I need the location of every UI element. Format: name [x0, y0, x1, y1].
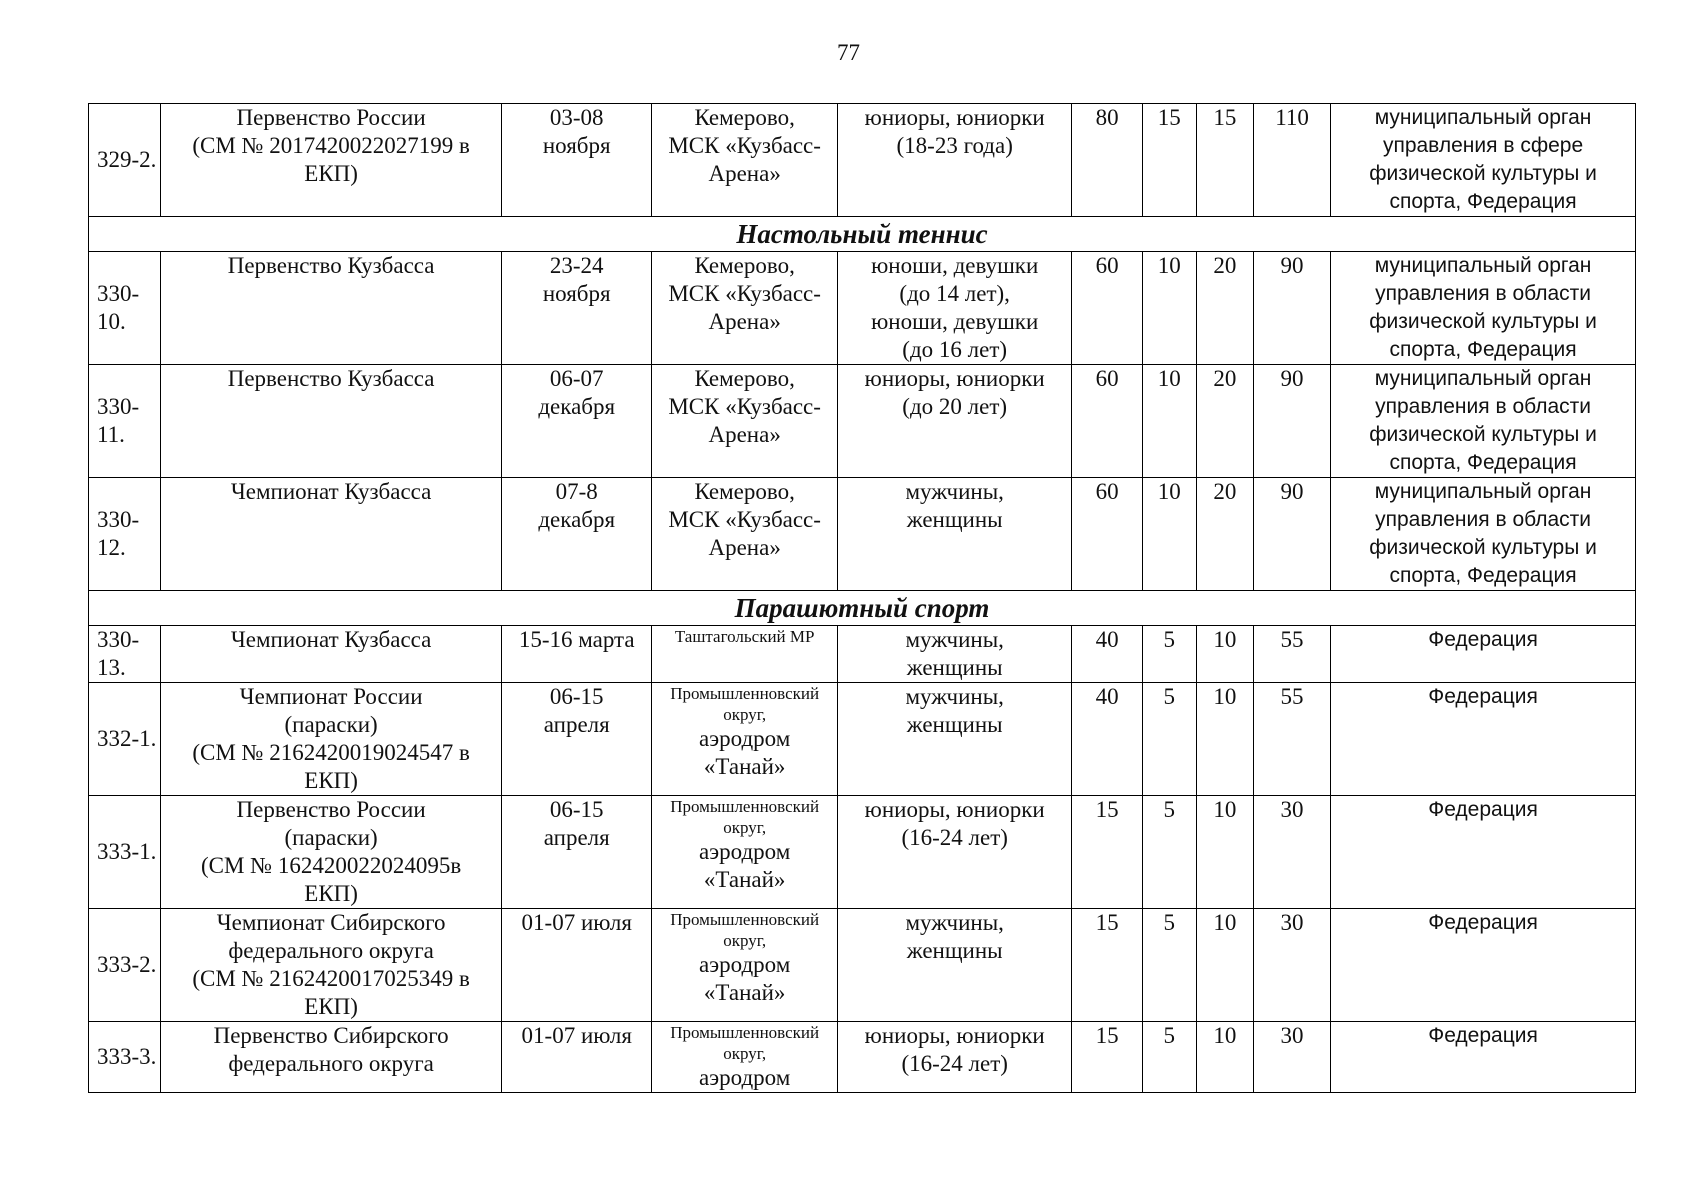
organizer	[1331, 478, 1636, 591]
section-title: Настольный теннис	[89, 217, 1636, 252]
count-c1: 40	[1072, 626, 1142, 683]
cell-line: «Танай»	[703, 980, 786, 1005]
cell-line: (до 14 лет),	[899, 281, 1010, 306]
count-c2: 5	[1142, 683, 1196, 796]
count-c3: 10	[1196, 909, 1253, 1022]
count-c4: 90	[1253, 478, 1330, 591]
cell-line: Первенство России	[236, 105, 426, 130]
cell-line: физической культуры и	[1369, 423, 1597, 446]
event-venue	[652, 365, 837, 478]
cell-line: мужчины,	[905, 479, 1004, 504]
count-c3: 10	[1196, 796, 1253, 909]
row-number: 333-2.	[89, 909, 161, 1022]
count-c2: 5	[1142, 626, 1196, 683]
organizer	[1331, 909, 1636, 1022]
cell-line: муниципальный орган	[1374, 254, 1592, 277]
cell-line: Федерация	[1428, 1024, 1538, 1047]
table-row	[89, 626, 1636, 683]
event-name	[161, 478, 502, 591]
cell-line: муниципальный орган	[1374, 106, 1592, 129]
row-number: 330-12.	[89, 478, 161, 591]
cell-line: декабря	[538, 507, 616, 532]
cell-line: округ,	[723, 705, 767, 724]
cell-line: 06-15	[549, 684, 604, 709]
cell-line: Промышленновский	[670, 684, 820, 703]
cell-line: (параски)	[284, 712, 378, 737]
cell-line: (СМ № 2162420019024547 в	[192, 740, 470, 765]
cell-line: МСК «Кузбасс-	[668, 507, 821, 532]
cell-line: апреля	[543, 825, 610, 850]
event-dates	[502, 365, 652, 478]
cell-line: (18-23 года)	[896, 133, 1013, 158]
count-c2: 15	[1142, 104, 1196, 217]
count-c3: 10	[1196, 626, 1253, 683]
event-dates	[502, 478, 652, 591]
cell-line: Промышленновский	[670, 910, 820, 929]
cell-line: (параски)	[284, 825, 378, 850]
row-number: 330-11.	[89, 365, 161, 478]
organizer	[1331, 683, 1636, 796]
cell-line: женщины	[906, 507, 1003, 532]
organizer	[1331, 796, 1636, 909]
cell-line: МСК «Кузбасс-	[668, 394, 821, 419]
cell-line: (СМ № 162420022024095в	[200, 853, 462, 878]
cell-line: округ,	[723, 931, 767, 950]
event-dates	[502, 626, 652, 683]
event-name	[161, 796, 502, 909]
cell-line: «Танай»	[703, 754, 786, 779]
cell-line: Федерация	[1428, 798, 1538, 821]
cell-line: женщины	[906, 655, 1003, 680]
section-row	[89, 591, 1636, 626]
event-dates	[502, 796, 652, 909]
count-c4: 90	[1253, 252, 1330, 365]
participant-category	[837, 683, 1072, 796]
cell-line: Кемерово,	[694, 366, 795, 391]
participant-category	[837, 626, 1072, 683]
count-c1: 60	[1072, 365, 1142, 478]
count-c1: 15	[1072, 1022, 1142, 1093]
count-c3: 15	[1196, 104, 1253, 217]
cell-line: Первенство Кузбасса	[227, 253, 435, 278]
cell-line: Федерация	[1428, 628, 1538, 651]
table-row	[89, 796, 1636, 909]
cell-line: федерального округа	[228, 938, 434, 963]
table-row	[89, 683, 1636, 796]
table-row	[89, 1022, 1636, 1093]
cell-line: 15-16 марта	[518, 627, 635, 652]
cell-line: ноября	[542, 133, 611, 158]
cell-line: аэродром	[699, 952, 791, 977]
cell-line: муниципальный орган	[1374, 480, 1592, 503]
cell-line: Кемерово,	[694, 253, 795, 278]
event-venue	[652, 1022, 837, 1093]
cell-line: управления в области	[1375, 395, 1591, 418]
cell-line: Промышленновский	[670, 797, 820, 816]
row-number: 329-2.	[89, 104, 161, 217]
cell-line: округ,	[723, 818, 767, 837]
row-number: 332-1.	[89, 683, 161, 796]
row-number: 330-13.	[89, 626, 161, 683]
count-c3: 20	[1196, 478, 1253, 591]
participant-category	[837, 909, 1072, 1022]
cell-line: Чемпионат Кузбасса	[230, 627, 432, 652]
cell-line: Первенство Сибирского	[213, 1023, 449, 1048]
cell-line: управления в сфере	[1382, 134, 1584, 157]
cell-line: спорта, Федерация	[1389, 451, 1577, 474]
cell-line: ЕКП)	[304, 161, 358, 186]
event-name	[161, 626, 502, 683]
event-dates	[502, 683, 652, 796]
event-venue	[652, 626, 837, 683]
event-dates	[502, 104, 652, 217]
participant-category	[837, 104, 1072, 217]
count-c4: 30	[1253, 796, 1330, 909]
cell-line: 07-8	[555, 479, 598, 504]
count-c2: 10	[1142, 252, 1196, 365]
count-c1: 60	[1072, 478, 1142, 591]
cell-line: «Танай»	[703, 867, 786, 892]
cell-line: 01-07 июля	[521, 1023, 632, 1048]
count-c4: 55	[1253, 626, 1330, 683]
event-dates	[502, 252, 652, 365]
cell-line: юниоры, юниорки	[864, 1023, 1045, 1048]
participant-category	[837, 796, 1072, 909]
cell-line: Чемпионат Кузбасса	[230, 479, 432, 504]
cell-line: 03-08	[549, 105, 604, 130]
organizer	[1331, 252, 1636, 365]
count-c1: 60	[1072, 252, 1142, 365]
cell-line: Чемпионат России	[239, 684, 423, 709]
table-row	[89, 365, 1636, 478]
count-c1: 15	[1072, 909, 1142, 1022]
cell-line: Первенство Кузбасса	[227, 366, 435, 391]
cell-line: Промышленновский	[670, 1023, 820, 1042]
count-c3: 10	[1196, 1022, 1253, 1093]
count-c4: 30	[1253, 909, 1330, 1022]
count-c3: 20	[1196, 365, 1253, 478]
cell-line: апреля	[543, 712, 610, 737]
cell-line: управления в области	[1375, 282, 1591, 305]
cell-line: муниципальный орган	[1374, 367, 1592, 390]
cell-line: мужчины,	[905, 684, 1004, 709]
page-number: 77	[837, 40, 860, 65]
event-venue	[652, 478, 837, 591]
table-row	[89, 104, 1636, 217]
cell-line: (СМ № 2162420017025349 в	[192, 966, 470, 991]
cell-line: юноши, девушки	[871, 309, 1039, 334]
cell-line: Арена»	[708, 161, 781, 186]
row-number: 330-10.	[89, 252, 161, 365]
cell-line: Арена»	[708, 309, 781, 334]
cell-line: юниоры, юниорки	[864, 797, 1045, 822]
count-c4: 90	[1253, 365, 1330, 478]
cell-line: Арена»	[708, 422, 781, 447]
event-name	[161, 252, 502, 365]
count-c4: 30	[1253, 1022, 1330, 1093]
event-venue	[652, 252, 837, 365]
row-number: 333-1.	[89, 796, 161, 909]
cell-line: МСК «Кузбасс-	[668, 133, 821, 158]
count-c2: 10	[1142, 478, 1196, 591]
organizer	[1331, 104, 1636, 217]
cell-line: декабря	[538, 394, 616, 419]
event-venue	[652, 796, 837, 909]
cell-line: управления в области	[1375, 508, 1591, 531]
cell-line: Федерация	[1428, 911, 1538, 934]
cell-line: женщины	[906, 712, 1003, 737]
event-venue	[652, 909, 837, 1022]
cell-line: юниоры, юниорки	[864, 366, 1045, 391]
event-venue	[652, 683, 837, 796]
count-c2: 10	[1142, 365, 1196, 478]
cell-line: спорта, Федерация	[1389, 338, 1577, 361]
count-c3: 20	[1196, 252, 1253, 365]
count-c2: 5	[1142, 1022, 1196, 1093]
cell-line: (до 16 лет)	[902, 337, 1008, 362]
cell-line: спорта, Федерация	[1389, 564, 1577, 587]
cell-line: округ,	[723, 1044, 767, 1063]
cell-line: юниоры, юниорки	[864, 105, 1045, 130]
cell-line: физической культуры и	[1369, 536, 1597, 559]
cell-line: Первенство России	[236, 797, 426, 822]
event-venue	[652, 104, 837, 217]
participant-category	[837, 252, 1072, 365]
cell-line: физической культуры и	[1369, 162, 1597, 185]
cell-line: аэродром	[699, 1065, 791, 1090]
event-name	[161, 683, 502, 796]
cell-line: мужчины,	[905, 627, 1004, 652]
cell-line: федерального округа	[228, 1051, 434, 1076]
cell-line: аэродром	[699, 839, 791, 864]
event-dates	[502, 909, 652, 1022]
participant-category	[837, 478, 1072, 591]
cell-line: Федерация	[1428, 685, 1538, 708]
events-table-body	[89, 104, 1636, 1093]
organizer	[1331, 626, 1636, 683]
event-name	[161, 104, 502, 217]
event-name	[161, 365, 502, 478]
section-row	[89, 217, 1636, 252]
cell-line: МСК «Кузбасс-	[668, 281, 821, 306]
count-c1: 15	[1072, 796, 1142, 909]
cell-line: женщины	[906, 938, 1003, 963]
cell-line: 06-15	[549, 797, 604, 822]
count-c1: 40	[1072, 683, 1142, 796]
event-name	[161, 909, 502, 1022]
cell-line: ЕКП)	[304, 881, 358, 906]
table-row	[89, 252, 1636, 365]
cell-line: Таштагольский МР	[674, 627, 815, 646]
cell-line: ноября	[542, 281, 611, 306]
event-dates	[502, 1022, 652, 1093]
row-number: 333-3.	[89, 1022, 161, 1093]
count-c2: 5	[1142, 909, 1196, 1022]
participant-category	[837, 365, 1072, 478]
cell-line: 01-07 июля	[521, 910, 632, 935]
cell-line: ЕКП)	[304, 768, 358, 793]
cell-line: (16-24 лет)	[901, 1051, 1008, 1076]
organizer	[1331, 365, 1636, 478]
table-row	[89, 478, 1636, 591]
cell-line: Арена»	[708, 535, 781, 560]
count-c4: 110	[1253, 104, 1330, 217]
cell-line: (16-24 лет)	[901, 825, 1008, 850]
cell-line: 23-24	[549, 253, 604, 278]
section-title: Парашютный спорт	[89, 591, 1636, 626]
count-c1: 80	[1072, 104, 1142, 217]
cell-line: (до 20 лет)	[902, 394, 1008, 419]
table-row	[89, 909, 1636, 1022]
count-c2: 5	[1142, 796, 1196, 909]
cell-line: физической культуры и	[1369, 310, 1597, 333]
cell-line: Чемпионат Сибирского	[216, 910, 446, 935]
cell-line: Кемерово,	[694, 479, 795, 504]
count-c3: 10	[1196, 683, 1253, 796]
cell-line: ЕКП)	[304, 994, 358, 1019]
participant-category	[837, 1022, 1072, 1093]
cell-line: юноши, девушки	[871, 253, 1039, 278]
cell-line: аэродром	[699, 726, 791, 751]
events-table	[88, 103, 1636, 1093]
cell-line: (СМ № 2017420022027199 в	[192, 133, 470, 158]
count-c4: 55	[1253, 683, 1330, 796]
cell-line: спорта, Федерация	[1389, 190, 1577, 213]
cell-line: Кемерово,	[694, 105, 795, 130]
event-name	[161, 1022, 502, 1093]
cell-line: 06-07	[549, 366, 604, 391]
cell-line: мужчины,	[905, 910, 1004, 935]
organizer	[1331, 1022, 1636, 1093]
